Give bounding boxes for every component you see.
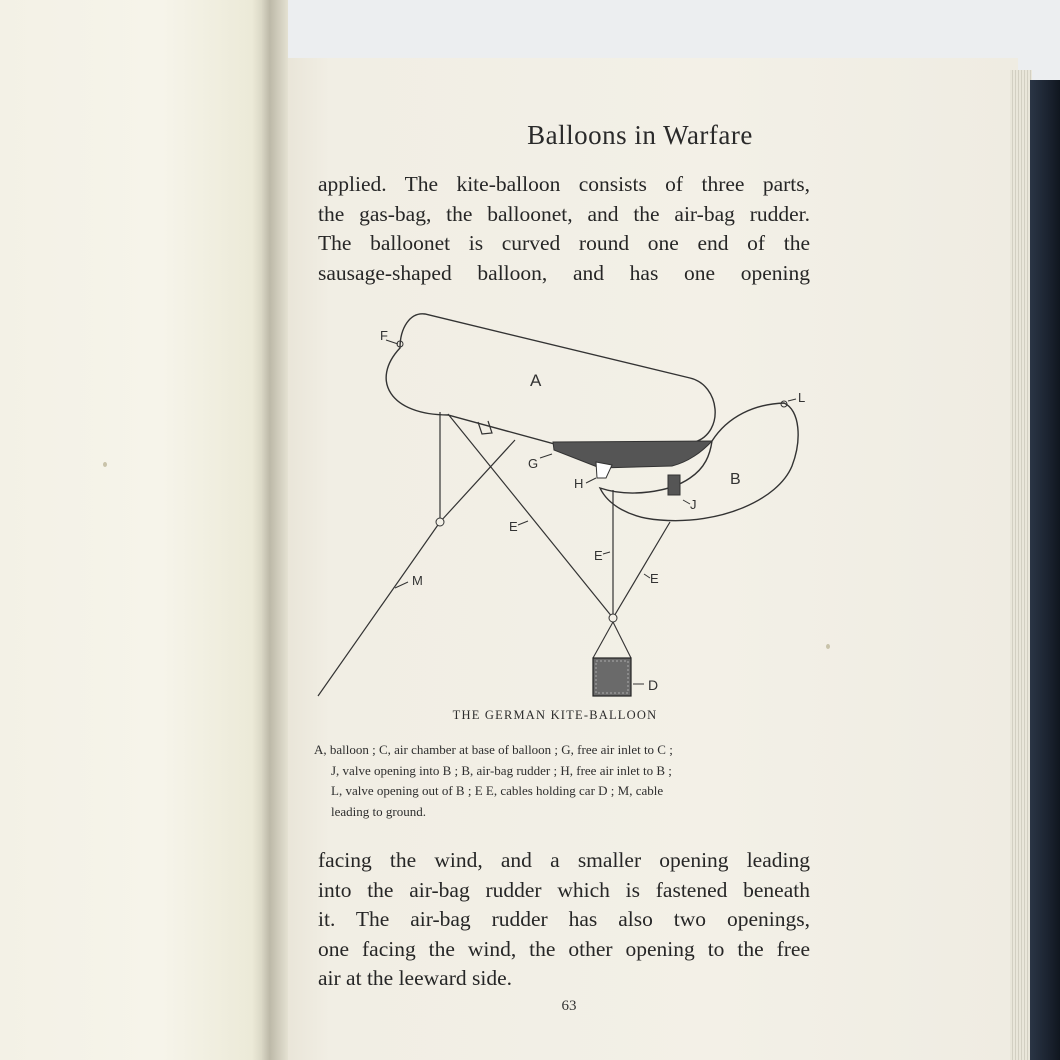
car-ring [609, 614, 617, 622]
paper-speck [103, 462, 107, 467]
caption-line: A, balloon ; C, air chamber at base of balloon ; G, free air inlet to C ; [314, 742, 673, 757]
text-line: sausage-shaped balloon, and has one opening [318, 260, 810, 285]
balloon-envelope-a [386, 314, 715, 446]
cable-ring [436, 518, 444, 526]
caption-line: leading to ground. [331, 803, 426, 819]
label-h: H [574, 476, 584, 491]
label-b: B [730, 471, 741, 488]
page-edges [1010, 70, 1032, 1060]
label-d: D [648, 677, 659, 693]
text-line: it. The air-bag rudder has also two openings, [318, 907, 810, 931]
label-e-left: E [509, 519, 518, 534]
text-line: the gas-bag, the balloonet, and the air-bag rudder. [318, 201, 810, 226]
left-blank-page [0, 0, 268, 1060]
label-m: M [412, 573, 423, 588]
label-j: J [690, 497, 697, 512]
label-a: A [530, 371, 542, 390]
text-line: air at the leeward side. [318, 966, 513, 990]
text-line: applied. The kite-balloon consists of three parts, [318, 172, 810, 196]
inlet-h [596, 462, 612, 478]
text-line: facing the wind, and a smaller opening leading [318, 848, 810, 872]
label-e-middle: E [594, 548, 603, 563]
figure-title: THE GERMAN KITE-BALLOON [452, 708, 658, 722]
text-line: into the air-bag rudder which is fastened beneath [318, 877, 810, 902]
car-d [593, 658, 631, 696]
valve-j [668, 475, 680, 495]
book-cover-edge [1030, 80, 1060, 1060]
label-e-right: E [650, 571, 659, 586]
kite-balloon-diagram [300, 300, 840, 710]
caption-line: J, valve opening into B ; B, air-bag rudder ; H, free air inlet to B ; [331, 762, 672, 778]
bottom-paragraph [318, 846, 810, 994]
book-gutter [262, 0, 288, 1060]
label-f: F [380, 328, 388, 343]
figure-caption [314, 740, 814, 822]
text-line: The balloonet is curved round one end of the [318, 231, 810, 255]
label-g: G [528, 456, 539, 471]
running-head: Balloons in Warfare [527, 120, 753, 150]
air-chamber-c [553, 441, 712, 468]
label-l: L [798, 390, 806, 405]
text-line: one facing the wind, the other opening to the free [318, 936, 810, 961]
page-number: 63 [561, 998, 577, 1014]
top-paragraph [318, 170, 810, 288]
caption-line: L, valve opening out of B ; E E, cables holding car D ; M, cable [331, 783, 664, 798]
